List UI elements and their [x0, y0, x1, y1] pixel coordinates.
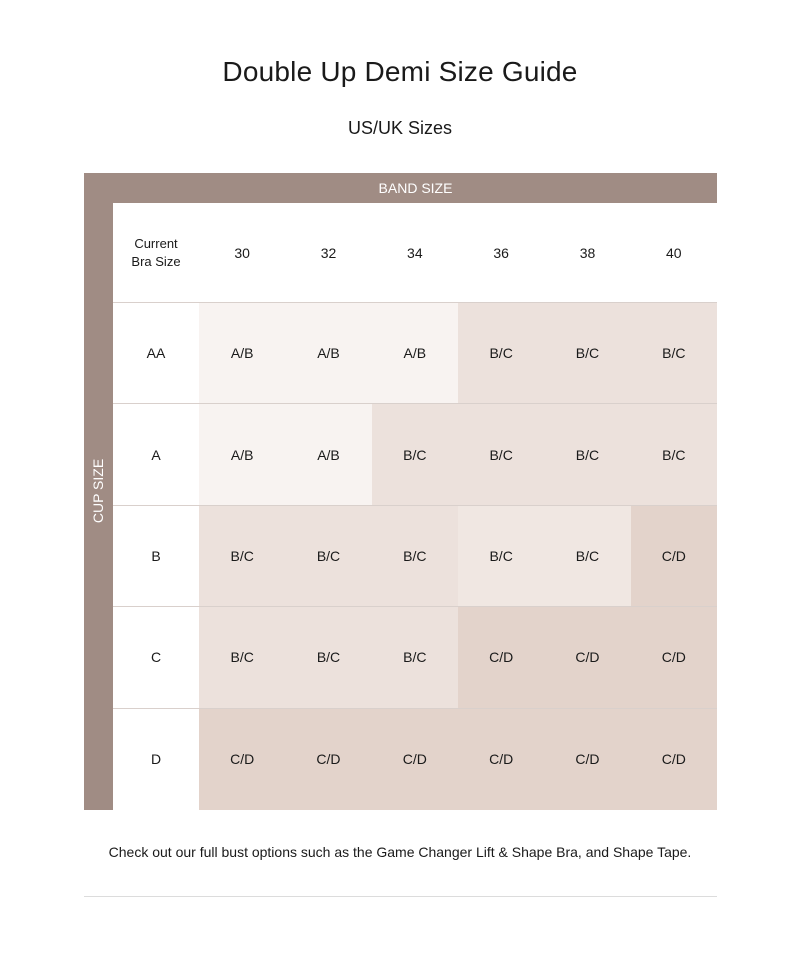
size-cell: A/B	[285, 404, 371, 505]
size-cell: C/D	[372, 709, 458, 810]
size-cell: A/B	[372, 303, 458, 404]
corner-label-line2: Bra Size	[131, 253, 181, 269]
page-subtitle: US/UK Sizes	[347, 118, 453, 138]
divider	[84, 896, 717, 897]
cup-size-label: CUP SIZE	[90, 458, 106, 524]
size-cell: B/C	[199, 607, 285, 708]
size-cell: B/C	[631, 404, 717, 505]
size-cell: A/B	[199, 303, 285, 404]
size-cell: B/C	[199, 506, 285, 607]
size-cell: C/D	[544, 709, 630, 810]
band-size-30: 30	[199, 203, 285, 303]
size-cell: B/C	[458, 303, 544, 404]
size-table	[113, 203, 717, 810]
size-cell: C/D	[631, 506, 717, 607]
size-cell: B/C	[458, 404, 544, 505]
cup-size-b: B	[113, 506, 199, 607]
size-cell: C/D	[544, 607, 630, 708]
size-cell: B/C	[285, 607, 371, 708]
corner-label	[113, 203, 199, 303]
size-cell: B/C	[544, 303, 630, 404]
band-size-40: 40	[631, 203, 717, 303]
size-cell: A/B	[285, 303, 371, 404]
size-cell: B/C	[544, 506, 630, 607]
band-size-36: 36	[458, 203, 544, 303]
size-cell: C/D	[458, 607, 544, 708]
size-cell: B/C	[458, 506, 544, 607]
size-cell: B/C	[372, 404, 458, 505]
size-cell: C/D	[285, 709, 371, 810]
corner-label-line1: Current	[134, 235, 178, 251]
cup-size-d: D	[113, 709, 199, 810]
size-cell: B/C	[285, 506, 371, 607]
size-cell: B/C	[544, 404, 630, 505]
size-cell: C/D	[631, 607, 717, 708]
band-size-label: BAND SIZE	[378, 180, 453, 196]
size-cell: B/C	[631, 303, 717, 404]
band-size-32: 32	[285, 203, 371, 303]
size-cell: C/D	[458, 709, 544, 810]
size-cell: A/B	[199, 404, 285, 505]
page-title: Double Up Demi Size Guide	[222, 56, 578, 87]
cup-size-c: C	[113, 607, 199, 708]
size-cell: C/D	[631, 709, 717, 810]
size-cell: B/C	[372, 506, 458, 607]
band-size-header	[84, 173, 717, 203]
band-size-34: 34	[372, 203, 458, 303]
footer-note: Check out our full bust options such as the Game Changer Lift & Shape Bra, and Shape Tape.	[108, 844, 692, 860]
cup-size-a: A	[113, 404, 199, 505]
band-size-38: 38	[544, 203, 630, 303]
cup-size-aa: AA	[113, 303, 199, 404]
size-cell: B/C	[372, 607, 458, 708]
size-cell: C/D	[199, 709, 285, 810]
